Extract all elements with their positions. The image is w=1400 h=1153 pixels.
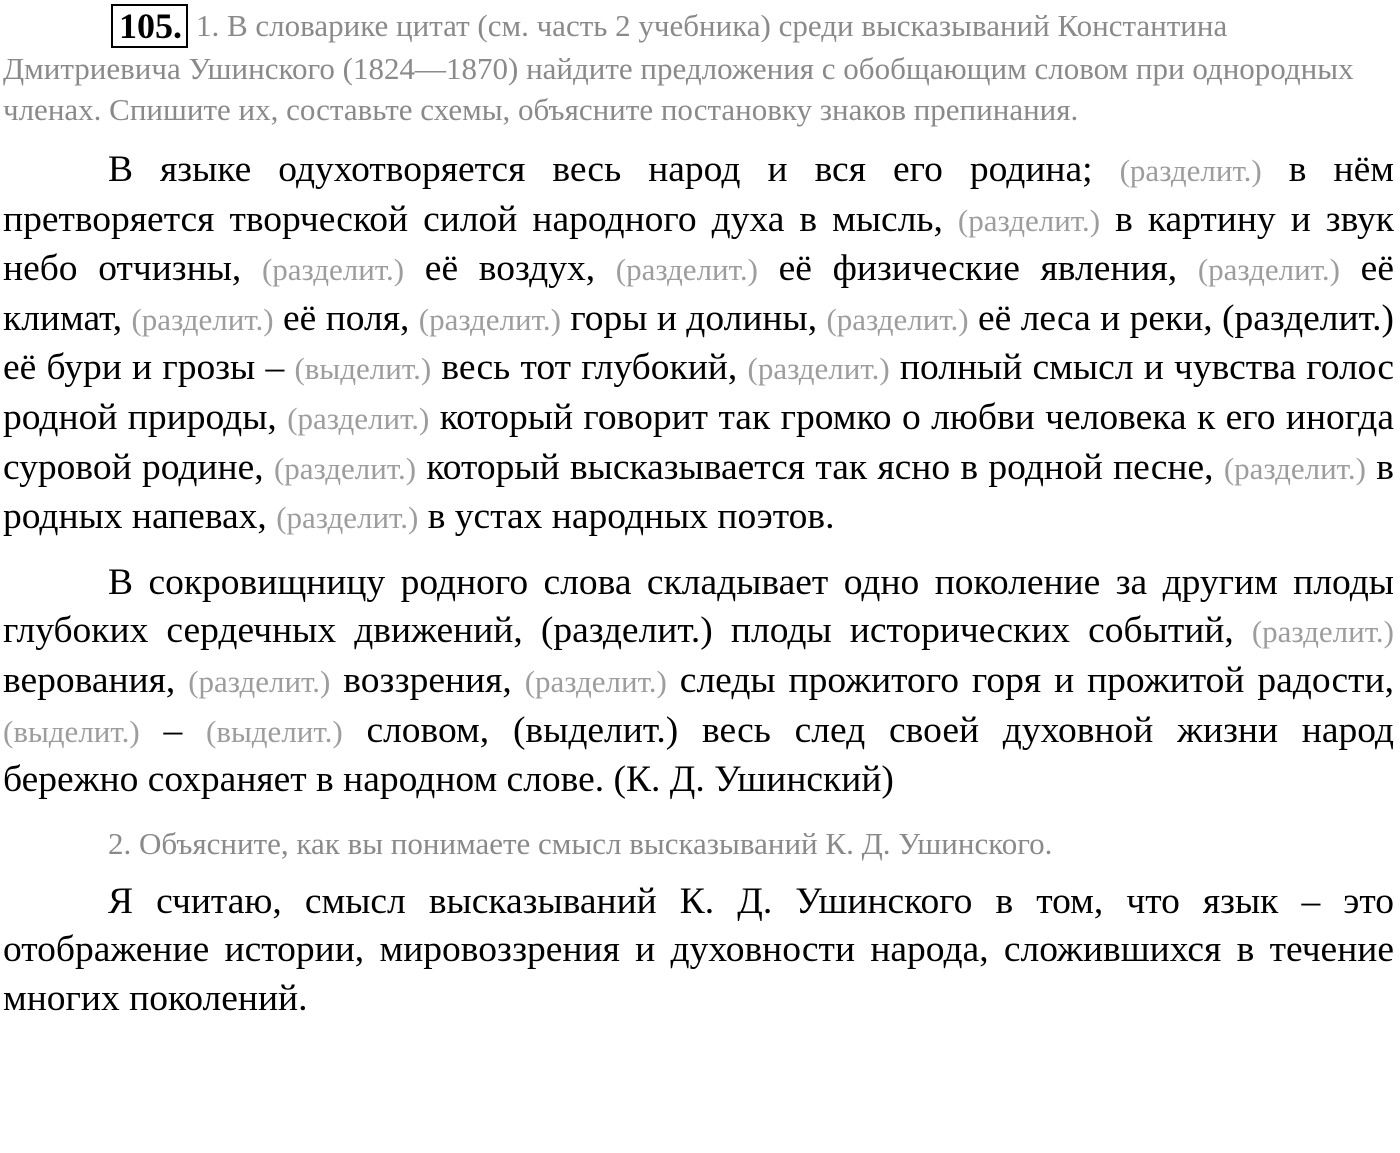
punctuation-note: (разделит.) (826, 301, 969, 337)
punctuation-note: (разделит.) (188, 663, 331, 699)
punctuation-note: (разделит.) (276, 500, 419, 536)
answer-paragraph-1 (3, 146, 1394, 543)
punctuation-note: (разделит.) (747, 351, 890, 387)
punctuation-note: (разделит.) (1251, 614, 1394, 650)
text-run: весь тот глубокий, (431, 347, 748, 389)
text-run: её леса и реки, (968, 297, 1223, 339)
punctuation-note: (разделит.) (273, 450, 417, 486)
text-run: – (139, 709, 206, 751)
task-2: 2. Объясните, как вы понимаете смысл высказываний К. Д. Ушинского. (108, 825, 1053, 861)
text-run: горы и долины, (560, 297, 827, 339)
punctuation-note: (разделит.) (131, 301, 274, 337)
punctuation-note-dark: (разделит.) (1222, 297, 1395, 339)
text-run: следы прожитого горя и прожитой радости, (666, 659, 1394, 701)
text-run: полный смысл и чувства голос родной природы, (3, 347, 1394, 438)
text-run: её поля, (273, 297, 419, 339)
punctuation-note: (разделит.) (615, 252, 758, 288)
punctuation-note: (разделит.) (957, 202, 1101, 238)
text-run: её бури и грозы – (3, 347, 295, 389)
text-run: плоды исторических событий, (712, 610, 1252, 652)
punctuation-note-dark: (разделит.) (540, 610, 713, 652)
text-run: её климат, (3, 248, 1394, 339)
answer-paragraph-2 (3, 559, 1394, 805)
text-run: в картину и звук небо отчизны, (3, 198, 1394, 290)
punctuation-note: (разделит.) (287, 400, 430, 436)
punctuation-note: (разделит.) (1119, 153, 1262, 188)
exercise-number: 105. (111, 4, 188, 48)
task-1 (3, 4, 1394, 130)
punctuation-note-dark: (выделит.) (512, 709, 679, 751)
text-run: её физические явления, (757, 248, 1198, 290)
text-run: воззрения, (330, 659, 525, 701)
text-run: словом, (342, 709, 513, 751)
punctuation-note: (выделит.) (3, 713, 140, 749)
text-run: весь след своей духовной жизни народ бережно сохраняет в народном слове. (К. Д. Ушинский) (3, 709, 1395, 801)
punctuation-note: (разделит.) (261, 252, 405, 288)
text-run: В сокровищницу родного слова складывает одно поколение за другим плоды глубоких сердечных движений, (3, 561, 1394, 652)
text-run: верования, (3, 659, 189, 701)
text-run: её воздух, (404, 248, 616, 290)
text-run: который говорит так громко о любви человека к его иногда суровой родине, (3, 396, 1395, 488)
task-1-text: 1. В словарике цитат (см. часть 2 учебника) среди высказываний Константина Дмитриевича Ушинского (1824—1870) найдите предложения с обобщающим словом при однородных членах. Спишите их, составьте схемы, объясните постановку знаков препинания. (3, 8, 1354, 127)
punctuation-note: (разделит.) (1223, 450, 1366, 486)
text-run: который высказывается так ясно в родной песне, (416, 446, 1224, 488)
punctuation-note: (разделит.) (1197, 252, 1340, 288)
answer-paragraph-3: Я считаю, смысл высказываний К. Д. Ушинского в том, что язык – это отображение истории, мировоззрения и духовности народа, сложившихся в течение многих поколений. (3, 880, 1394, 1019)
punctuation-note: (выделит.) (294, 351, 432, 387)
text-run: в устах народных поэтов. (418, 496, 835, 538)
text-run: В языке одухотворяется весь народ и вся его родина; (108, 149, 1120, 190)
text-run: в родных напевах, (3, 446, 1394, 538)
text-run: в нём претворяется творческой силой народного духа в мысль, (3, 149, 1394, 240)
punctuation-note: (разделит.) (524, 663, 667, 699)
punctuation-note: (разделит.) (418, 301, 561, 337)
punctuation-note: (выделит.) (206, 713, 343, 749)
